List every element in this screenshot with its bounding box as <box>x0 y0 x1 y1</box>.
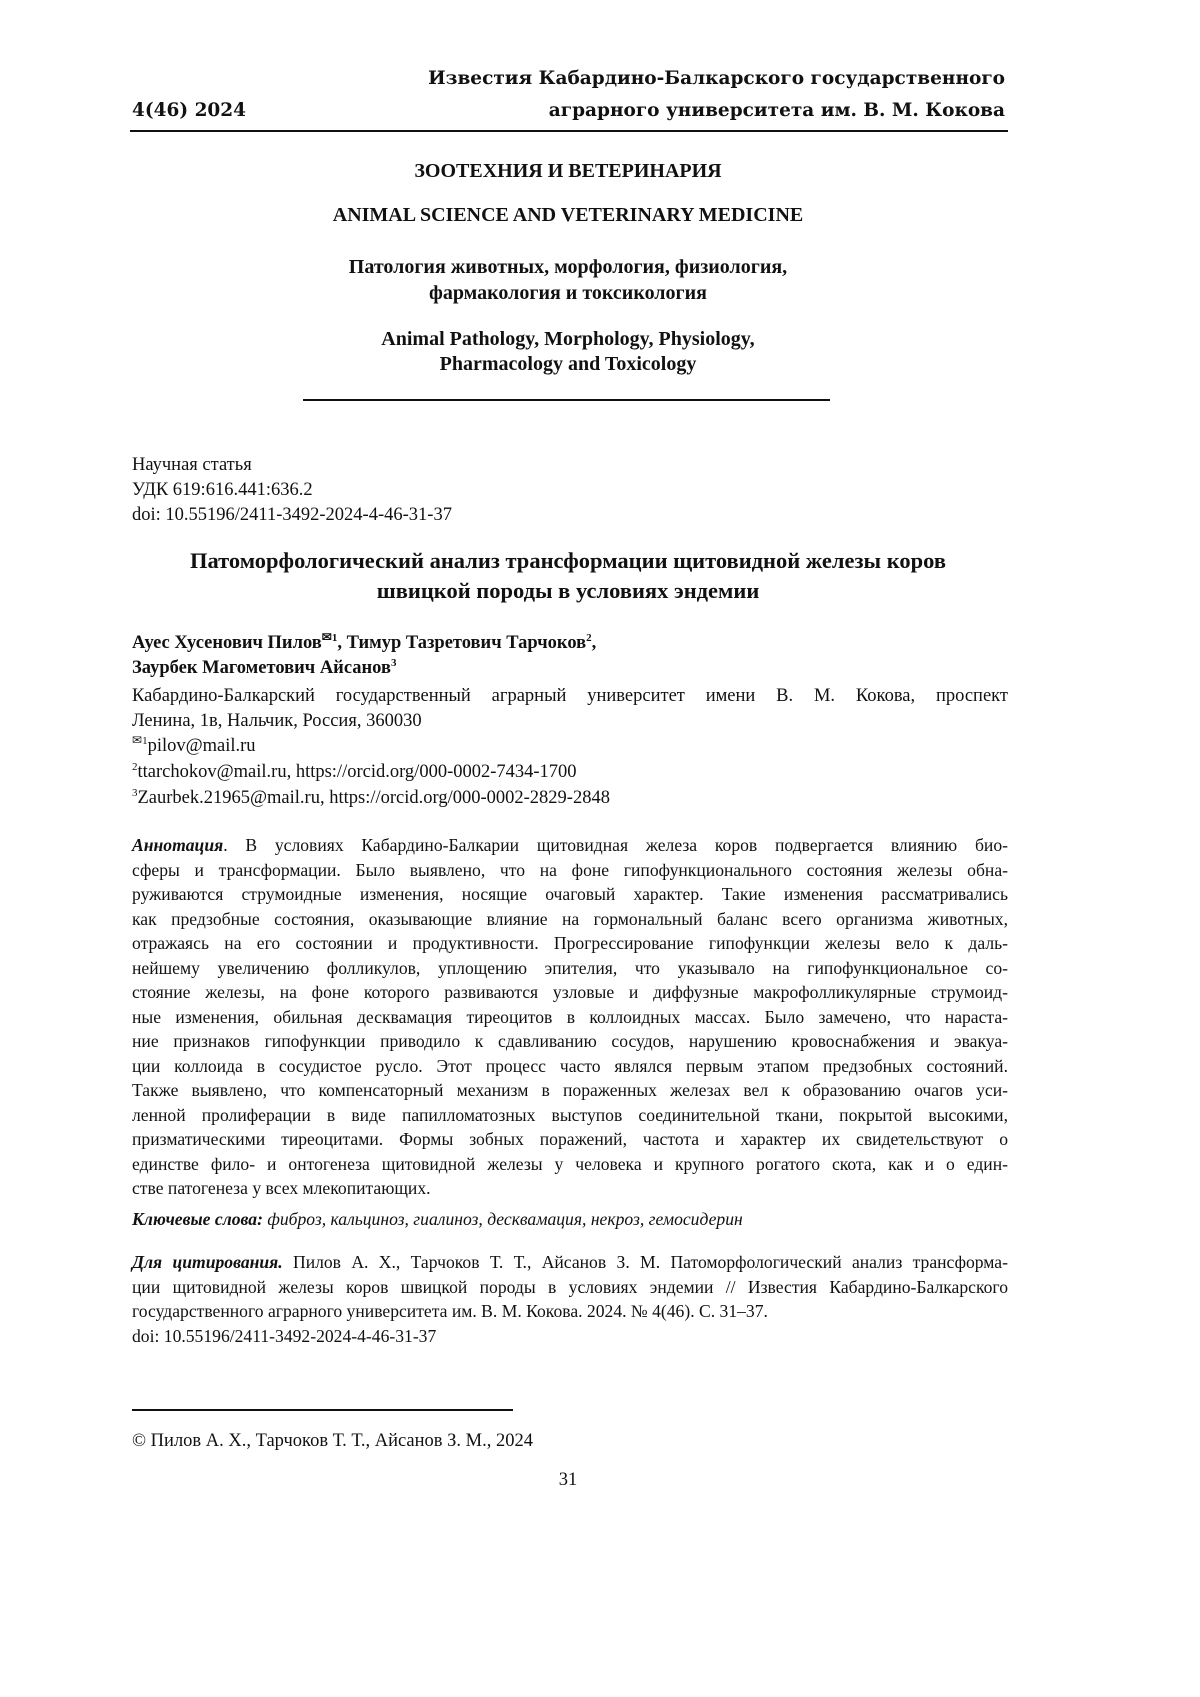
abstract-line: единстве фило- и онтогенеза щитовидной железы у человека и крупного рогатого скота, как и о един- <box>132 1153 1008 1174</box>
author-2-affil: 2 <box>586 631 592 644</box>
citation-text: Пилов А. Х., Тарчоков Т. Т., Айсанов З. М. Патоморфологический анализ трансформа- <box>282 1252 1008 1272</box>
author-1: Ауес Хусенович Пилов <box>132 633 322 653</box>
author-sep: , <box>591 633 597 653</box>
email-3-sup: 3 <box>132 786 138 799</box>
email-2[interactable]: ttarchokov@mail.ru, https://orcid.org/000-0002-7434-1700 <box>137 762 577 782</box>
abstract-line: Также выявлено, что компенсаторный механизм в пораженных железах вел к образованию очагов уси- <box>132 1080 1008 1100</box>
abstract-line: руживаются струмоидные изменения, носящие очаговый характер. Такие изменения рассматривались <box>132 884 1008 904</box>
section-rule <box>303 399 830 401</box>
affiliation-line2: Ленина, 1в, Нальчик, Россия, 360030 <box>132 711 422 731</box>
envelope-icon: ✉ <box>321 629 332 644</box>
citation-doi: doi: 10.55196/2411-3492-2024-4-46-31-37 <box>132 1325 437 1346</box>
header-rule <box>130 130 1008 132</box>
citation-label: Для цитирования. <box>132 1252 283 1272</box>
abstract-line: стояние железы, на фоне которого развиваются узловые и диффузные макрофолликулярные струмоид- <box>132 982 1008 1002</box>
email-1[interactable]: pilov@mail.ru <box>147 736 256 756</box>
author-3-affil: 3 <box>390 656 397 669</box>
authors-line2 <box>132 658 396 679</box>
email-1-line <box>132 732 256 757</box>
abstract-label: Аннотация <box>132 835 224 855</box>
subsection-en-1: Animal Pathology, Morphology, Physiology, <box>381 328 755 350</box>
citation-line: государственного аграрного университета им. В. М. Кокова. 2024. № 4(46). С. 31–37. <box>132 1301 768 1321</box>
abstract-line: стве патогенеза у всех млекопитающих. <box>132 1178 431 1198</box>
abstract-line: ние признаков гипофункции приводило к сдавливанию сосудов, нарушению кровоснабжения и эвакуа- <box>132 1031 1008 1051</box>
abstract-text: . В условиях Кабардино-Балкарии щитовидная железа коров подвергается влиянию био- <box>223 835 1008 855</box>
citation-line <box>132 1252 1008 1273</box>
journal-title-line1: Известия Кабардино-Балкарского государственного <box>428 68 1005 89</box>
section-en: ANIMAL SCIENCE AND VETERINARY MEDICINE <box>332 204 804 226</box>
abstract-line: отражаясь на его состоянии и продуктивности. Прогрессирование гипофункции железы вело к даль- <box>132 933 1008 953</box>
journal-title-line2: аграрного университета им. В. М. Кокова <box>548 100 1005 121</box>
section-ru: ЗООТЕХНИЯ И ВЕТЕРИНАРИЯ <box>414 160 722 182</box>
copyright: © Пилов А. Х., Тарчоков Т. Т., Айсанов З. М., 2024 <box>132 1431 533 1451</box>
email-3[interactable]: Zaurbek.21965@mail.ru, https://orcid.org/000-0002-2829-2848 <box>137 788 610 808</box>
article-type: Научная статья <box>132 455 252 475</box>
authors-line1 <box>132 629 597 654</box>
subsection-en-2: Pharmacology and Toxicology <box>439 353 697 375</box>
abstract-line <box>132 835 1008 856</box>
email-2-line <box>132 762 577 783</box>
author-1-affil: 1 <box>331 631 338 644</box>
abstract-line: нейшему увеличению фолликулов, уплощению эпителия, что указывало на гипофункциональное со- <box>132 957 1008 978</box>
abstract-line: как предзобные состояния, оказывающие влияние на гормональный баланс всего организма животных, <box>132 908 1008 929</box>
keywords-text: фиброз, кальциноз, гиалиноз, десквамация, некроз, гемосидерин <box>262 1209 743 1229</box>
abstract-line: ные изменения, обильная десквамация тиреоцитов в коллоидных массах. Было замечено, что нараста- <box>132 1006 1008 1027</box>
keywords-label: Ключевые слова: <box>132 1209 263 1229</box>
article-title-line2: швицкой породы в условиях эндемии <box>376 578 760 603</box>
footnote-rule <box>132 1409 513 1411</box>
author-2: , Тимур Тазретович Тарчоков <box>337 633 587 653</box>
envelope-icon: ✉ <box>132 732 143 747</box>
abstract-line: сферы и трансформации. Было выявлено, что на фоне гипофункционального состояния железы обна- <box>132 859 1008 880</box>
abstract-line: призматическими тиреоцитами. Формы зобных поражений, частота и характер их свидетельствуют о <box>132 1129 1008 1149</box>
subsection-ru-2: фармакология и токсикология <box>429 282 707 304</box>
email-1-sup: 1 <box>142 734 148 747</box>
issue-number: 4(46) 2024 <box>132 100 247 121</box>
udc: УДК 619:616.441:636.2 <box>132 480 313 500</box>
subsection-ru-1: Патология животных, морфология, физиология, <box>348 256 788 278</box>
keywords <box>132 1209 1008 1230</box>
page-number: 31 <box>558 1470 578 1490</box>
article-title-line1: Патоморфологический анализ трансформации щитовидной железы коров <box>190 548 946 573</box>
citation-line: ции щитовидной железы коров швицкой породы в условиях эндемии // Известия Кабардино-Балкарского <box>132 1276 1008 1297</box>
author-3: Заурбек Магометович Айсанов <box>132 658 391 678</box>
email-3-line <box>132 788 610 809</box>
abstract-line: ции коллоида в сосудистое русло. Этот процесс часто являлся первым этапом предзобных состояний. <box>132 1055 1008 1076</box>
email-2-sup: 2 <box>132 760 138 773</box>
abstract-line: ленной пролиферации в виде папилломатозных выступов соединительной ткани, покрытой высокими, <box>132 1104 1008 1125</box>
affiliation-line1: Кабардино-Балкарский государственный аграрный университет имени В. М. Кокова, проспект <box>132 686 1008 706</box>
doi: doi: 10.55196/2411-3492-2024-4-46-31-37 <box>132 505 452 525</box>
